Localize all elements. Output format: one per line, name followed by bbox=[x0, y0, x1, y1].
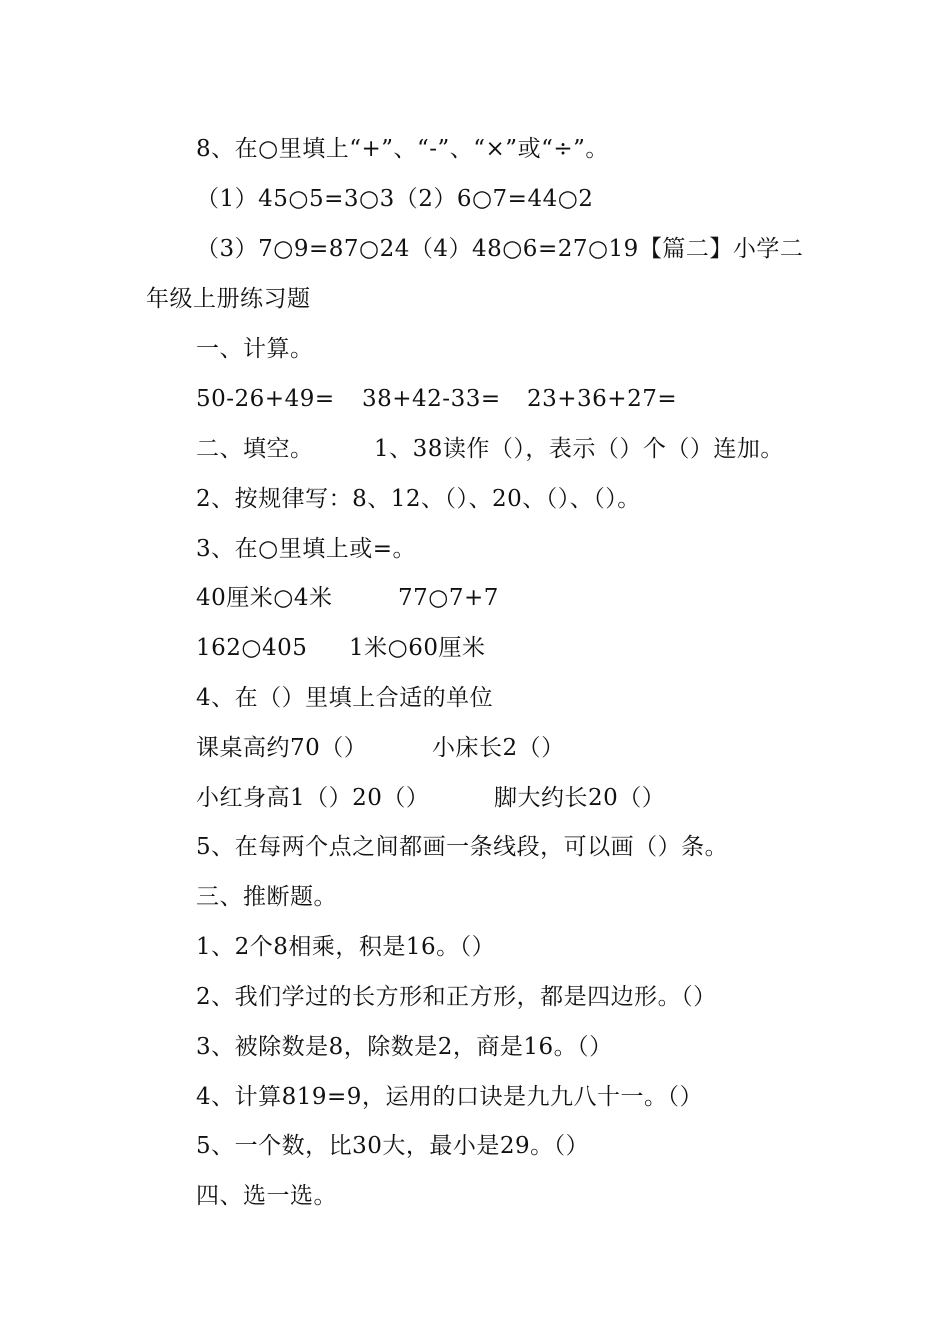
judge-5: 5、一个数，比30大，最小是29。（） bbox=[196, 1133, 590, 1159]
judge-3: 3、被除数是8，除数是2，商是16。（） bbox=[196, 1034, 613, 1060]
calc-3: 23+36+27= bbox=[527, 386, 678, 412]
question-8-part-3-4: （3）7○9=87○24（4）48○6=27○19【篇二】小学二 bbox=[196, 236, 804, 262]
question-8-heading: 8、在○里填上“+”、“-”、“×”或“÷”。 bbox=[196, 136, 609, 162]
judge-2: 2、我们学过的长方形和正方形，都是四边形。（） bbox=[196, 984, 717, 1010]
section-title-continuation: 年级上册练习题 bbox=[146, 286, 311, 312]
unit-3: 小红身高1（）20（） bbox=[196, 785, 430, 811]
compare-4: 1米○60厘米 bbox=[349, 635, 486, 661]
fill-1: 1、38读作（），表示（）个（）连加。 bbox=[374, 436, 784, 462]
fill-5: 5、在每两个点之间都画一条线段，可以画（）条。 bbox=[196, 834, 729, 860]
fill-4: 4、在（）里填上合适的单位 bbox=[196, 685, 494, 711]
unit-4: 脚大约长20（） bbox=[494, 785, 666, 811]
fill-3: 3、在○里填上或=。 bbox=[196, 536, 416, 562]
compare-3: 162○405 bbox=[196, 635, 308, 661]
question-8-part-1-2: （1）45○5=3○3（2）6○7=44○2 bbox=[196, 186, 594, 212]
compare-2: 77○7+7 bbox=[398, 585, 499, 611]
unit-2: 小床长2（） bbox=[432, 735, 565, 761]
judge-1: 1、2个8相乘，积是16。（） bbox=[196, 934, 496, 960]
fill-2: 2、按规律写：8、12、（）、20、（）、（）。 bbox=[196, 486, 641, 512]
section-3-heading: 三、推断题。 bbox=[196, 884, 337, 910]
section-1-heading: 一、计算。 bbox=[196, 336, 314, 362]
section-2-heading: 二、填空。 bbox=[196, 436, 314, 462]
calc-1: 50-26+49= bbox=[196, 386, 335, 412]
unit-1: 课桌高约70（） bbox=[196, 735, 368, 761]
section-4-heading: 四、选一选。 bbox=[196, 1183, 337, 1209]
compare-1: 40厘米○4米 bbox=[196, 585, 333, 611]
judge-4: 4、计算819=9，运用的口诀是九九八十一。（） bbox=[196, 1084, 703, 1110]
calc-2: 38+42-33= bbox=[362, 386, 501, 412]
